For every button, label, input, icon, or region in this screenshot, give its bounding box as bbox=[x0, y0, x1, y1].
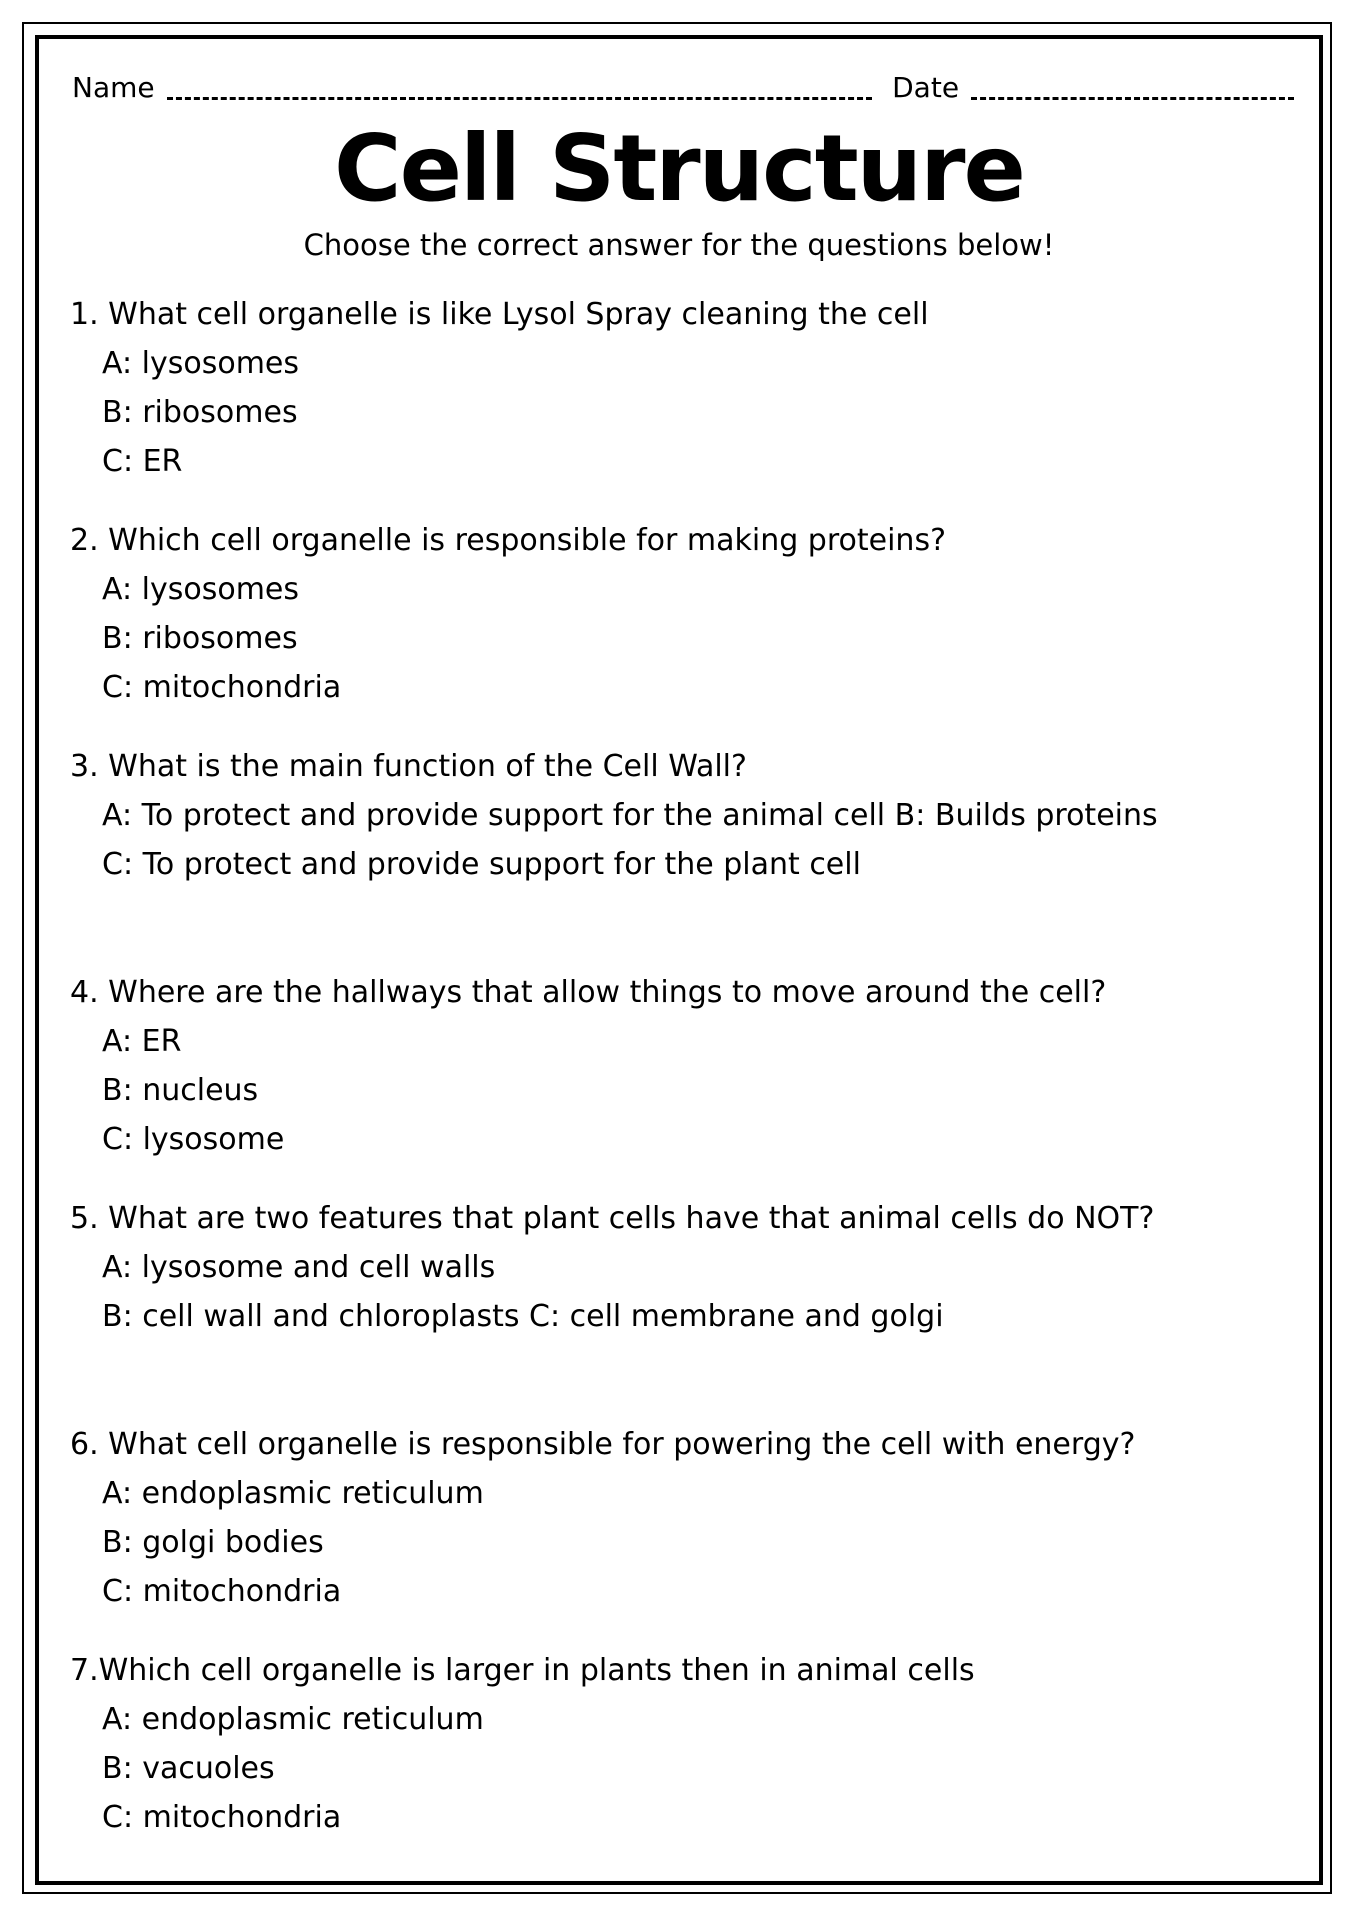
answer-option[interactable]: A: lysosome and cell walls bbox=[102, 1250, 496, 1285]
answer-option[interactable]: C: mitochondria bbox=[102, 670, 342, 705]
answer-option[interactable]: B: nucleus bbox=[102, 1073, 259, 1108]
answer-option[interactable]: A: lysosomes bbox=[102, 346, 300, 381]
answer-option[interactable]: C: ER bbox=[102, 444, 183, 479]
answer-option[interactable]: A: endoplasmic reticulum bbox=[102, 1476, 484, 1511]
answer-option[interactable]: C: mitochondria bbox=[102, 1800, 342, 1835]
date-label: Date bbox=[892, 71, 960, 104]
answer-option[interactable]: B: cell wall and chloroplasts C: cell membrane and golgi bbox=[102, 1299, 944, 1334]
name-label: Name bbox=[72, 71, 155, 104]
answer-option[interactable]: A: To protect and provide support for the animal cell B: Builds proteins bbox=[102, 798, 1158, 833]
answer-option[interactable]: B: ribosomes bbox=[102, 621, 298, 656]
question-text: 4. Where are the hallways that allow things to move around the cell? bbox=[70, 975, 1107, 1010]
answer-option[interactable]: A: lysosomes bbox=[102, 572, 300, 607]
question-text: 3. What is the main function of the Cell Wall? bbox=[70, 749, 747, 784]
question-6 bbox=[70, 1420, 1290, 1616]
answer-option[interactable]: A: endoplasmic reticulum bbox=[102, 1702, 484, 1737]
date-blank-line[interactable] bbox=[971, 97, 1294, 100]
question-5 bbox=[70, 1194, 1290, 1341]
question-1 bbox=[70, 290, 1290, 486]
question-text: 7.Which cell organelle is larger in plants then in animal cells bbox=[70, 1653, 975, 1688]
answer-option[interactable]: C: To protect and provide support for the plant cell bbox=[102, 847, 861, 882]
answer-option[interactable]: C: mitochondria bbox=[102, 1574, 342, 1609]
question-3 bbox=[70, 742, 1290, 889]
page-subtitle: Choose the correct answer for the questions below! bbox=[303, 228, 1055, 262]
question-text: 1. What cell organelle is like Lysol Spray cleaning the cell bbox=[70, 297, 929, 332]
question-text: 2. Which cell organelle is responsible for making proteins? bbox=[70, 523, 946, 558]
question-text: 6. What cell organelle is responsible for powering the cell with energy? bbox=[70, 1427, 1136, 1462]
question-text: 5. What are two features that plant cells have that animal cells do NOT? bbox=[70, 1201, 1155, 1236]
answer-option[interactable]: B: vacuoles bbox=[102, 1751, 275, 1786]
answer-option[interactable]: B: golgi bodies bbox=[102, 1525, 324, 1560]
question-2 bbox=[70, 516, 1290, 712]
question-4 bbox=[70, 968, 1290, 1164]
answer-option[interactable]: A: ER bbox=[102, 1024, 182, 1059]
answer-option[interactable]: C: lysosome bbox=[102, 1122, 285, 1157]
page-title: Cell Structure bbox=[334, 115, 1024, 222]
header-row bbox=[72, 62, 1294, 102]
name-blank-line[interactable] bbox=[167, 97, 873, 100]
answer-option[interactable]: B: ribosomes bbox=[102, 395, 298, 430]
question-7 bbox=[70, 1646, 1290, 1842]
